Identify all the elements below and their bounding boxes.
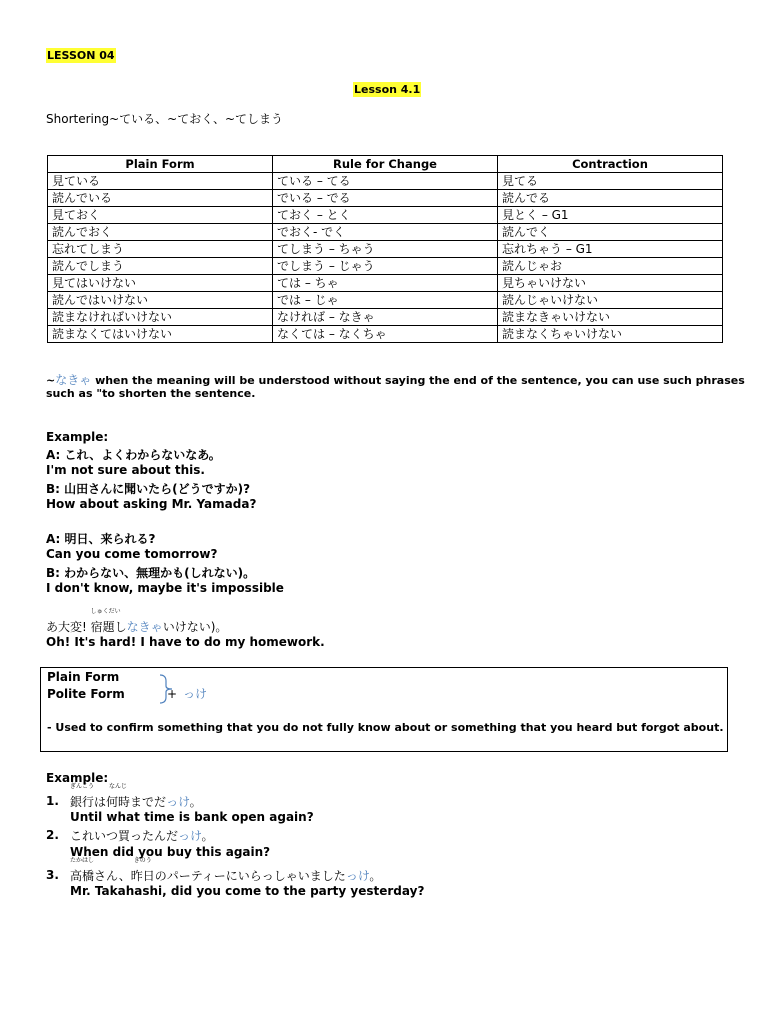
dialogue-line: B: 山田さんに聞いたら(どうですか)?	[46, 482, 251, 496]
table-row	[48, 173, 723, 190]
table-row	[48, 258, 723, 275]
table-row	[48, 224, 723, 241]
dialogue-translation: Can you come tomorrow?	[46, 547, 218, 561]
table-cell: 読んでいる	[48, 190, 273, 207]
example-translation: When did you buy this again?	[70, 845, 271, 859]
furigana-word: ぎんこう 銀行	[70, 783, 95, 809]
table-row	[48, 207, 723, 224]
table-row	[48, 275, 723, 292]
table-cell: 忘れちゃう – G1	[498, 241, 723, 258]
table-cell: 読んでおく	[48, 224, 273, 241]
furigana-word: しゅくだい 宿題	[90, 608, 121, 634]
exclamation-line: あ大変! しゅくだい 宿題しなきゃいけない)。	[46, 608, 228, 634]
table-cell: 読んじゃお	[498, 258, 723, 275]
table-cell: 読まなくちゃいけない	[498, 326, 723, 343]
nakya-term: なきゃ	[55, 373, 92, 387]
table-row	[48, 292, 723, 309]
table-cell: 読まなければいけない	[48, 309, 273, 326]
table-cell: でおく- でく	[273, 224, 498, 241]
table-cell: 読まなきゃいけない	[498, 309, 723, 326]
dialogue-translation: How about asking Mr. Yamada?	[46, 497, 257, 511]
example-label: Example:	[46, 771, 109, 785]
table-cell: 見ちゃいけない	[498, 275, 723, 292]
furigana-word: なんじ 何時	[106, 783, 131, 809]
table-cell: てしまう – ちゃう	[273, 241, 498, 258]
topic-heading: Shortering~ている、~ておく、~てしまう	[46, 112, 284, 126]
table-cell: 読んでしまう	[48, 258, 273, 275]
exclamation-translation: Oh! It's hard! I have to do my homework.	[46, 635, 325, 649]
table-cell: ておく – とく	[273, 207, 498, 224]
column-header-plain-form: Plain Form	[48, 156, 273, 173]
example-sentence: ぎんこう 銀行は なんじ 何時までだっけ。	[70, 783, 202, 809]
dialogue-translation: I don't know, maybe it's impossible	[46, 581, 284, 595]
table-cell: 見てはいけない	[48, 275, 273, 292]
example-sentence: これいつ買ったんだっけ。	[70, 829, 214, 843]
table-row	[48, 309, 723, 326]
table-cell: なければ – なきゃ	[273, 309, 498, 326]
table-cell: 読まなくてはいけない	[48, 326, 273, 343]
table-cell: ている – てる	[273, 173, 498, 190]
list-number: 2.	[46, 828, 59, 842]
column-header-rule: Rule for Change	[273, 156, 498, 173]
table-cell: 見ておく	[48, 207, 273, 224]
list-number: 3.	[46, 868, 59, 882]
list-number: 1.	[46, 794, 59, 808]
table-cell: 見てる	[498, 173, 723, 190]
table-row	[48, 241, 723, 258]
example-sentence: たかはし 高橋さん、 きのう 昨日のパーティーにいらっしゃいましたっけ。	[70, 857, 382, 883]
kke-description: - Used to confirm something that you do not fully know about or something that you heard but forgot about.	[47, 721, 724, 734]
furigana-word: たかはし 高橋	[70, 857, 95, 883]
example-label: Example:	[46, 430, 109, 444]
table-cell: 見とく – G1	[498, 207, 723, 224]
table-cell: でしまう – じゃう	[273, 258, 498, 275]
table-cell: 読んではいけない	[48, 292, 273, 309]
table-cell: なくては – なくちゃ	[273, 326, 498, 343]
furigana-word: きのう 昨日	[130, 857, 155, 883]
dialogue-line: A: 明日、来られる?	[46, 532, 156, 546]
dialogue-translation: I'm not sure about this.	[46, 463, 205, 477]
column-header-contraction: Contraction	[498, 156, 723, 173]
plus-sign: +	[167, 687, 178, 701]
table-cell: 見ている	[48, 173, 273, 190]
dialogue-line: B: わからない、無理かも(しれない)。	[46, 566, 256, 580]
table-cell: でいる – でる	[273, 190, 498, 207]
example-translation: Until what time is bank open again?	[70, 810, 314, 824]
contraction-table	[47, 155, 723, 343]
lesson-title: LESSON 04	[47, 49, 115, 62]
example-translation: Mr. Takahashi, did you come to the party yesterday?	[70, 884, 425, 898]
nakya-explanation-line2: such as "to shorten the sentence.	[46, 387, 256, 400]
table-cell: 忘れてしまう	[48, 241, 273, 258]
polite-form-label: Polite Form	[47, 687, 125, 701]
table-cell: ては – ちゃ	[273, 275, 498, 292]
table-row	[48, 326, 723, 343]
table-cell: 読んでく	[498, 224, 723, 241]
plain-form-label: Plain Form	[47, 670, 120, 684]
kke-suffix: っけ	[183, 687, 208, 701]
dialogue-line: A: これ、よくわからないなあ。	[46, 448, 221, 462]
sublesson-title: Lesson 4.1	[354, 83, 421, 96]
table-header-row	[48, 156, 723, 173]
table-row	[48, 190, 723, 207]
table-cell: では – じゃ	[273, 292, 498, 309]
table-cell: 読んじゃいけない	[498, 292, 723, 309]
table-cell: 読んでる	[498, 190, 723, 207]
nakya-explanation-line1: ~なきゃ when the meaning will be understood without saying the end of the sentence, you can use such phrases	[46, 373, 745, 387]
kke-rule-box	[40, 667, 728, 752]
